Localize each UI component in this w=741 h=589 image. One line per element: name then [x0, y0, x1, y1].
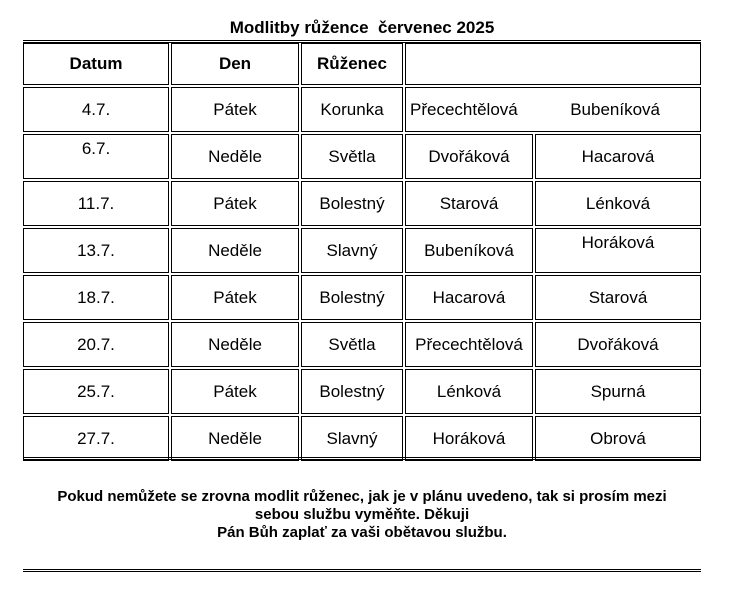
table-bottom-rule [23, 457, 701, 460]
cell-den: Pátek [171, 181, 299, 226]
cell-person1: Starová [405, 181, 533, 226]
cell-ruzenec: Bolestný [301, 369, 403, 414]
cell-person1: Přecechtělová [410, 99, 518, 119]
cell-ruzenec: Slavný [301, 228, 403, 273]
cell-datum: 4.7. [23, 87, 169, 132]
cell-den: Neděle [171, 322, 299, 367]
cell-datum: 11.7. [23, 181, 169, 226]
cell-person2: Hacarová [535, 134, 701, 179]
cell-person1: Hacarová [405, 275, 533, 320]
cell-den: Pátek [171, 87, 299, 132]
header-ruzenec: Růženec [301, 43, 403, 85]
cell-person1: Dvořáková [405, 134, 533, 179]
cell-person2: Spurná [535, 369, 701, 414]
cell-person2: Lénková [535, 181, 701, 226]
page-title: Modlitby růžence červenec 2025 [229, 18, 495, 37]
header-persons [405, 43, 701, 85]
cell-ruzenec: Bolestný [301, 181, 403, 226]
cell-ruzenec: Světla [301, 322, 403, 367]
cell-ruzenec: Korunka [301, 87, 403, 132]
footer-note [30, 488, 694, 542]
cell-person2: Bubeníková [570, 99, 660, 119]
bottom-rule [23, 569, 701, 572]
cell-den: Pátek [171, 275, 299, 320]
cell-persons [405, 87, 701, 132]
cell-person2: Dvořáková [535, 322, 701, 367]
cell-den: Pátek [171, 369, 299, 414]
note-line-3: Pán Bůh zaplať za vaši obětavou službu. [217, 524, 507, 541]
cell-person1: Bubeníková [405, 228, 533, 273]
cell-datum: 25.7. [23, 369, 169, 414]
note-line-2: sebou službu vyměňte. Děkuji [254, 506, 470, 523]
cell-person2: Starová [535, 275, 701, 320]
header-den: Den [171, 43, 299, 85]
cell-person1: Lénková [405, 369, 533, 414]
cell-den: Neděle [171, 228, 299, 273]
note-line-1: Pokud nemůžete se zrovna modlit růženec, jak je v plánu uvedeno, tak si prosím mezi [57, 488, 667, 505]
cell-datum: 27.7. [23, 416, 169, 461]
cell-person1: Horáková [405, 416, 533, 461]
cell-person2: Horáková [535, 228, 701, 273]
cell-datum: 18.7. [23, 275, 169, 320]
cell-ruzenec: Světla [301, 134, 403, 179]
cell-datum: 20.7. [23, 322, 169, 367]
header-datum: Datum [23, 43, 169, 85]
cell-den: Neděle [171, 416, 299, 461]
cell-ruzenec: Slavný [301, 416, 403, 461]
cell-datum: 6.7. [23, 134, 169, 179]
cell-ruzenec: Bolestný [301, 275, 403, 320]
cell-person2: Obrová [535, 416, 701, 461]
cell-den: Neděle [171, 134, 299, 179]
cell-datum: 13.7. [23, 228, 169, 273]
cell-person1: Přecechtělová [405, 322, 533, 367]
